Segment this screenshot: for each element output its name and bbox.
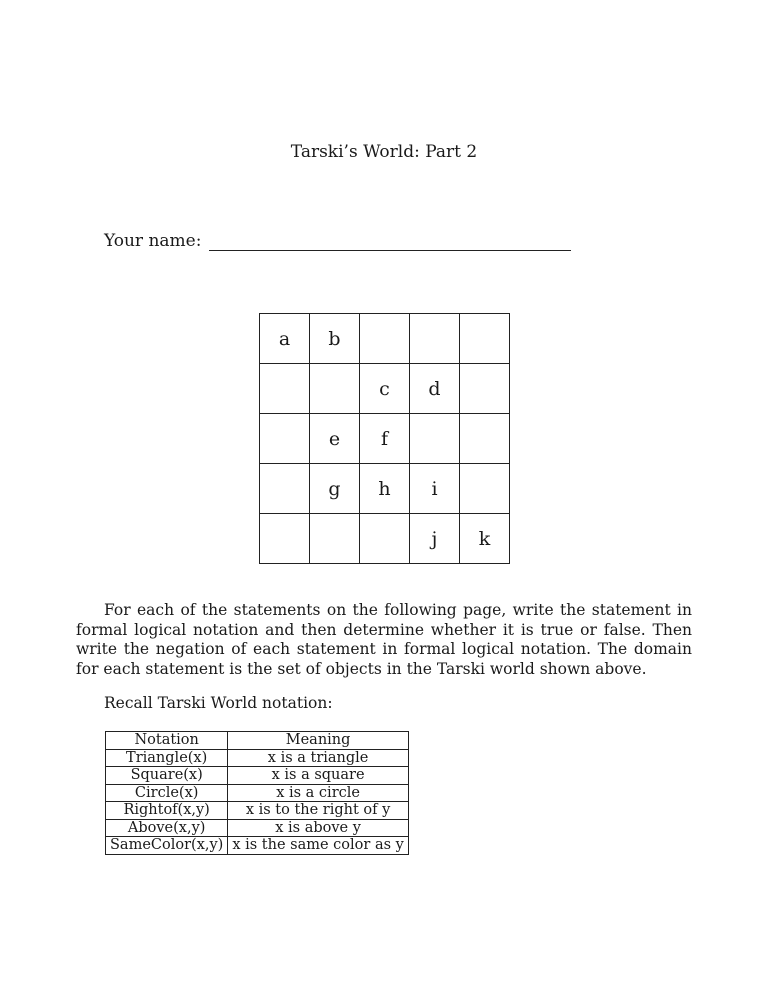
notation-row (106, 802, 409, 820)
tarski-world-grid (259, 313, 510, 564)
grid-cell: g (310, 464, 360, 514)
notation-header-row (106, 732, 409, 750)
instructions-paragraph: For each of the statements on the following page, write the statement in formal logical notation and then determine whether it is true or false. Then write the negation of each statement in formal logical notation. The domain for each statement is the set of objects in the Tarski world shown above. (76, 601, 692, 678)
grid-cell: h (360, 464, 410, 514)
grid-cell (460, 314, 510, 364)
recall-label: Recall Tarski World notation: (104, 694, 333, 712)
grid-cell (260, 414, 310, 464)
notation-row (106, 749, 409, 767)
grid-cell: k (460, 514, 510, 564)
grid-cell: j (410, 514, 460, 564)
grid-cell: d (410, 364, 460, 414)
name-row (104, 231, 571, 251)
meaning-cell: x is a square (228, 767, 409, 785)
notation-cell: Rightof(x,y) (106, 802, 228, 820)
grid-cell: f (360, 414, 410, 464)
grid-cell (260, 514, 310, 564)
notation-cell: Triangle(x) (106, 749, 228, 767)
grid-cell (410, 414, 460, 464)
notation-cell: Above(x,y) (106, 819, 228, 837)
grid-cell (460, 464, 510, 514)
meaning-cell: x is above y (228, 819, 409, 837)
notation-cell: Circle(x) (106, 784, 228, 802)
grid-cell: i (410, 464, 460, 514)
meaning-cell: x is the same color as y (228, 837, 409, 855)
meaning-header: Meaning (228, 732, 409, 750)
grid-cell: b (310, 314, 360, 364)
grid-cell (260, 364, 310, 414)
grid-cell (310, 364, 360, 414)
grid-cell (360, 514, 410, 564)
notation-row (106, 837, 409, 855)
page-title: Tarski’s World: Part 2 (290, 142, 478, 162)
notation-header: Notation (106, 732, 228, 750)
meaning-cell: x is a triangle (228, 749, 409, 767)
grid-cell: c (360, 364, 410, 414)
meaning-cell: x is a circle (228, 784, 409, 802)
notation-cell: Square(x) (106, 767, 228, 785)
name-blank-line[interactable] (209, 235, 571, 251)
notation-row (106, 784, 409, 802)
grid-cell (260, 464, 310, 514)
name-label: Your name: (104, 231, 202, 251)
grid-cell (460, 414, 510, 464)
grid-cell (360, 314, 410, 364)
meaning-cell: x is to the right of y (228, 802, 409, 820)
grid-cell: a (260, 314, 310, 364)
grid-cell (310, 514, 360, 564)
notation-cell: SameColor(x,y) (106, 837, 228, 855)
grid-cell (460, 364, 510, 414)
notation-row (106, 819, 409, 837)
grid-cell: e (310, 414, 360, 464)
notation-row (106, 767, 409, 785)
grid-cell (410, 314, 460, 364)
notation-table (105, 731, 409, 855)
